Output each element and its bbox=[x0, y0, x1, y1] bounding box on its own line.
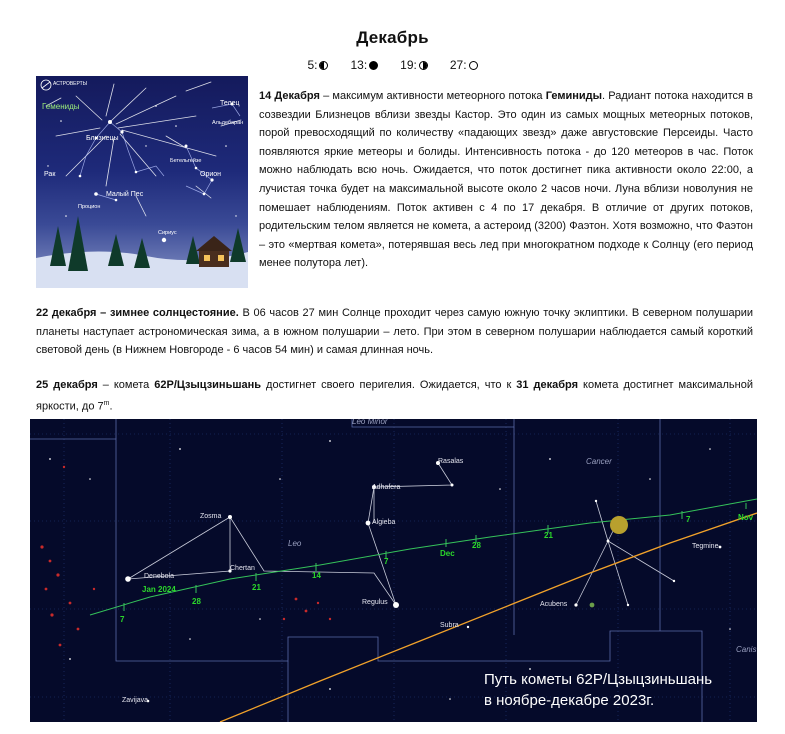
galaxy-markers bbox=[40, 466, 331, 647]
tick-21: 21 bbox=[544, 531, 553, 540]
moon-phase-day: 13: bbox=[350, 58, 368, 72]
star-adhafera: Adhafera bbox=[372, 484, 401, 491]
tick-14: 14 bbox=[312, 571, 321, 580]
label-sirius: Сириус bbox=[158, 230, 177, 236]
constellation-lines bbox=[80, 104, 240, 200]
label-procyon: Процион bbox=[78, 204, 101, 210]
star-chertan: Chertan bbox=[230, 565, 255, 572]
label-aldebaran: Альдебаран bbox=[212, 120, 244, 126]
moon-phase-day: 19: bbox=[400, 58, 417, 72]
text-run: В 06 часов 27 мин Солнце проходит через самую южную точку эклиптики. В северном полушарии планеты наступает астрономическая зима, а в южном полушарии – лето. При этом в северном полушарии наблюдается самый короткий световой день (в Нижнем Новгороде - 6 часов 54 мин) и самая длинная ночь. bbox=[36, 307, 753, 357]
full-moon-icon bbox=[469, 61, 478, 70]
geminids-paragraph bbox=[259, 87, 753, 273]
tick-21: 21 bbox=[252, 583, 261, 592]
label-leo: Leo bbox=[288, 539, 302, 548]
logo-text: АСТРОВЕРТЫ bbox=[53, 81, 88, 87]
map-caption bbox=[484, 669, 712, 711]
last-quarter-moon-icon bbox=[319, 61, 328, 70]
star-regulus: Regulus bbox=[362, 599, 388, 606]
moon-phase-day: 27: bbox=[449, 58, 467, 72]
cluster-marker bbox=[590, 603, 595, 608]
tick-7: 7 bbox=[686, 515, 691, 524]
star-zavijava: Zavijava bbox=[122, 697, 149, 704]
tick-7: 7 bbox=[384, 557, 389, 566]
tick-28: 28 bbox=[472, 541, 481, 550]
label-taurus: Телец bbox=[220, 100, 240, 107]
moon-phase bbox=[350, 58, 378, 72]
star-zosma: Zosma bbox=[200, 513, 222, 520]
star-rasalas: Rasalas bbox=[438, 458, 464, 465]
text-run: – максимум активности метеорного потока bbox=[319, 90, 546, 102]
comet-path bbox=[90, 499, 757, 615]
comet-head bbox=[610, 516, 628, 534]
cabin bbox=[196, 236, 232, 267]
geminids-name: Геминиды bbox=[545, 90, 603, 102]
solstice-heading: 22 декабря – зимнее солнцестояние. bbox=[36, 307, 239, 319]
text-run: – комета bbox=[97, 379, 155, 391]
tick-7: 7 bbox=[120, 615, 125, 624]
tick-jan-2024: Jan 2024 bbox=[142, 585, 176, 594]
geminids-date: 14 Декабря bbox=[259, 90, 320, 102]
label-geminids: Гемениды bbox=[42, 102, 80, 111]
page-title: Декабрь bbox=[356, 28, 429, 47]
label-betelgeuse: Бетельгейзе bbox=[170, 158, 202, 164]
star-algieba: Algieba bbox=[372, 519, 396, 526]
label-cancer: Рак bbox=[44, 171, 56, 178]
comet-max-date: 31 декабря bbox=[516, 379, 579, 391]
comet-paragraph bbox=[36, 376, 753, 416]
moon-phase-day: 5: bbox=[307, 58, 318, 72]
label-canis: Canis bbox=[736, 645, 757, 654]
moon-phase bbox=[307, 58, 328, 72]
star-tegmine: Tegmine bbox=[692, 543, 719, 550]
label-leo-minor: Leo Minor bbox=[352, 419, 388, 426]
text-run: достигнет своего перигелия. Ожидается, что к bbox=[261, 379, 517, 391]
comet-date: 25 декабря bbox=[36, 379, 98, 391]
label-canis-minor: Малый Пес bbox=[106, 191, 144, 198]
star-acubens: Acubens bbox=[540, 601, 568, 608]
geminids-illustration bbox=[36, 76, 248, 288]
label-orion: Орион bbox=[200, 171, 222, 178]
new-moon-icon bbox=[369, 61, 378, 70]
caption-line: Путь кометы 62P/Цзыцзиньшань bbox=[484, 671, 713, 688]
comet-path-star-map bbox=[30, 419, 757, 722]
tick-dec: Dec bbox=[440, 549, 455, 558]
magnitude-superscript: m bbox=[103, 399, 110, 407]
star-subra: Subra bbox=[440, 622, 459, 629]
comet-name: 62P/Цзыцзиньшань bbox=[154, 379, 262, 391]
label-gemini: Близнецы bbox=[86, 135, 119, 142]
astroverty-logo bbox=[41, 80, 51, 90]
caption-line: в ноябре-декабре 2023г. bbox=[484, 692, 655, 709]
star-denebola: Denebola bbox=[144, 573, 174, 580]
text-run: . Радиант потока находится в созвездии Близнецов вблизи звезды Кастор. Это один из самых мощных метеорных потоков, порой превосходящий по количеству «падающих звезд» даже августовские Персеиды. Часто появляются яркие метеоры и болиды. Интенсивность потока - до 120 метеоров в час. Поток можно наблюдать всю ночь. Ожидается, что поток достигнет пика активности около 22:00, а лучистая точка будет на максимальной высоте около 2 часов ночи. Луна вблизи новолуния не помешает наблюдениям. Поток активен с 4 по 17 декабря. В отличие от других потоков, родительским телом является не комета, а астероид (3200) Фаэтон. Хотя возможно, что Фаэтон – это «мертвая комета», потерявшая весь лед при многократном подходе к Солнцу (его период менее полутора лет). bbox=[259, 90, 753, 270]
tick-28: 28 bbox=[192, 597, 201, 606]
solstice-paragraph bbox=[36, 304, 753, 360]
moon-phase bbox=[400, 58, 428, 72]
first-quarter-moon-icon bbox=[419, 61, 428, 70]
text-run: . bbox=[109, 400, 113, 413]
label-cancer: Cancer bbox=[586, 457, 612, 466]
map-stars bbox=[49, 440, 731, 702]
tick-nov: Nov bbox=[738, 513, 754, 522]
text-run: комета достигнет максимальной яркости, до 7 bbox=[36, 379, 753, 413]
moon-phases bbox=[0, 58, 785, 72]
moon-phase bbox=[450, 58, 478, 72]
